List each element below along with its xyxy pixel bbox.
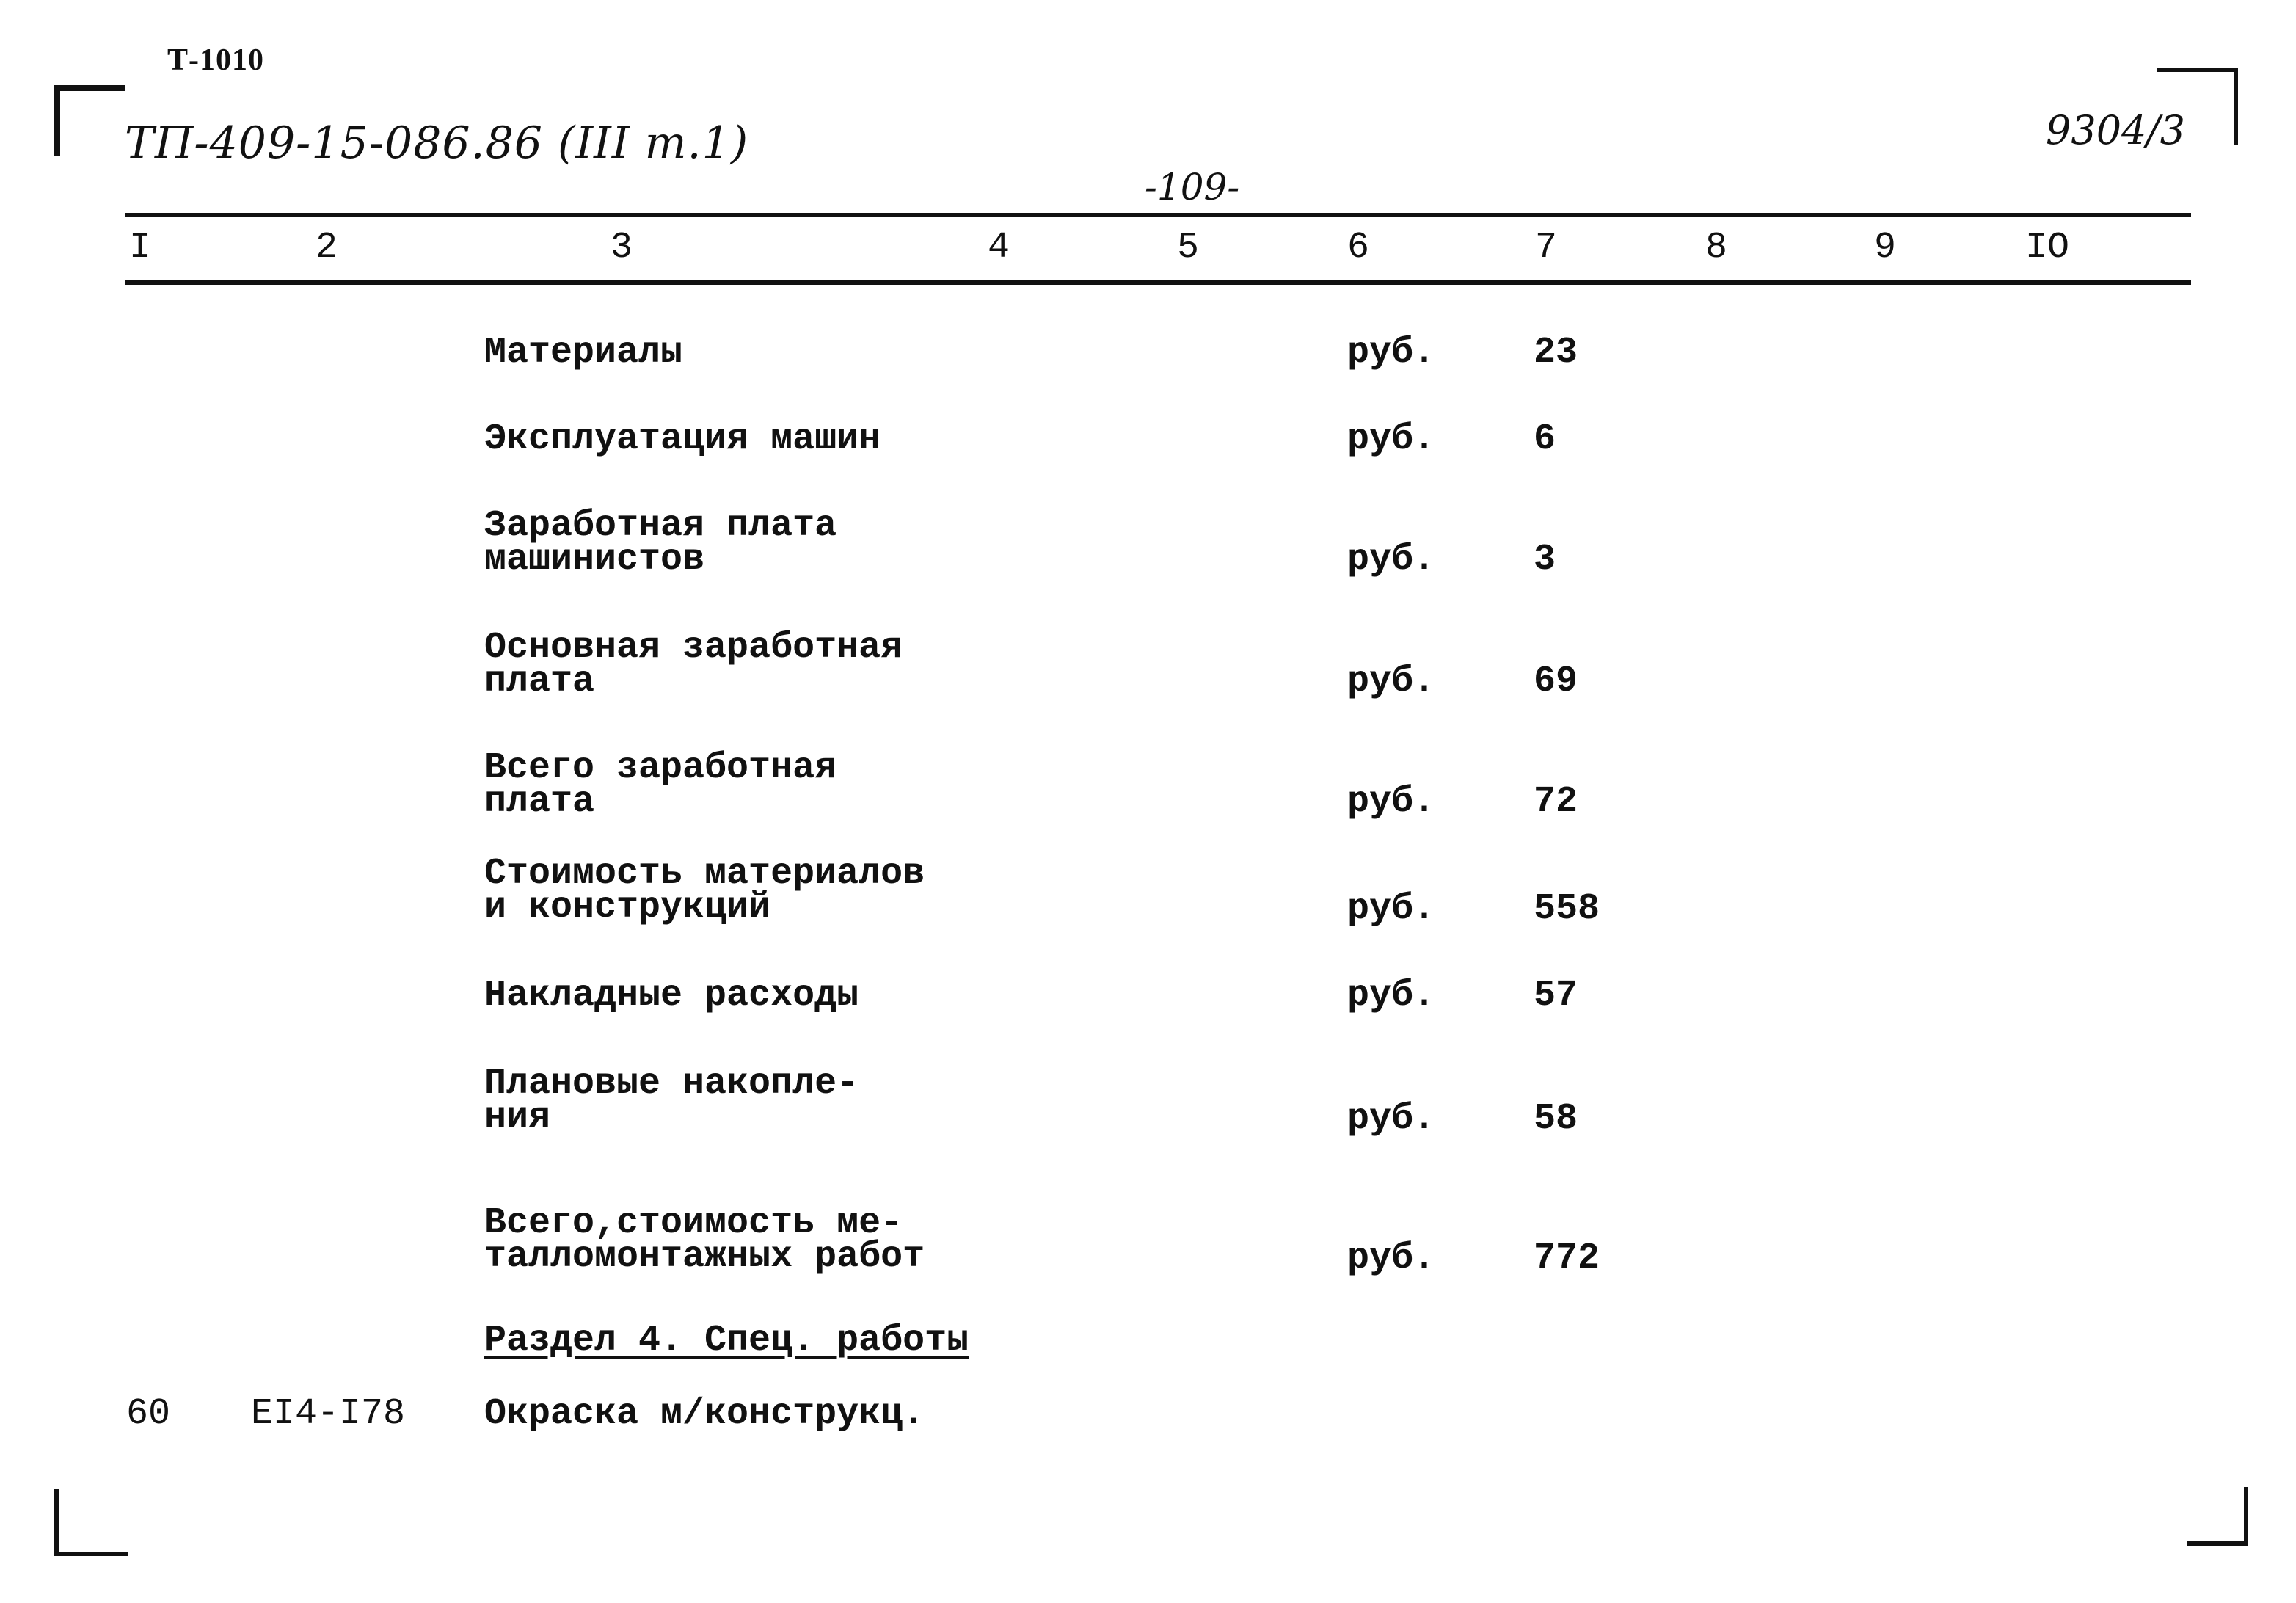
row-value: 72 bbox=[1534, 781, 1578, 823]
row-unit: руб. bbox=[1347, 1098, 1436, 1140]
corner-mark-bottom-right bbox=[2244, 1487, 2248, 1546]
corner-mark-bottom-left bbox=[54, 1488, 59, 1556]
row-description: Стоимость материалов bbox=[484, 853, 925, 895]
row-value: 6 bbox=[1534, 418, 1556, 460]
row-description: Основная заработная bbox=[484, 627, 903, 669]
column-header-2: 2 bbox=[316, 227, 338, 269]
corner-mark-top-left bbox=[54, 85, 125, 91]
column-header-1: I bbox=[129, 227, 152, 269]
column-header-9: 9 bbox=[1874, 227, 1897, 269]
table-header-rule bbox=[125, 280, 2191, 285]
row-description-line2: ния bbox=[484, 1097, 551, 1138]
corner-mark-top-left bbox=[54, 85, 60, 156]
table-top-rule bbox=[125, 213, 2191, 217]
row-value: 558 bbox=[1534, 888, 1600, 930]
item-number: 60 bbox=[126, 1393, 171, 1435]
row-description: Материалы bbox=[484, 332, 683, 374]
corner-mark-bottom-right bbox=[2187, 1541, 2248, 1546]
corner-mark-top-right bbox=[2157, 68, 2238, 72]
row-unit: руб. bbox=[1347, 975, 1436, 1017]
row-unit: руб. bbox=[1347, 781, 1436, 823]
corner-mark-top-right bbox=[2234, 68, 2238, 145]
row-description: Эксплуатация машин bbox=[484, 418, 881, 460]
row-value: 772 bbox=[1534, 1237, 1600, 1279]
column-header-8: 8 bbox=[1705, 227, 1728, 269]
row-unit: руб. bbox=[1347, 888, 1436, 930]
column-header-6: 6 bbox=[1347, 227, 1370, 269]
row-unit: руб. bbox=[1347, 539, 1436, 581]
row-unit: руб. bbox=[1347, 332, 1436, 374]
row-unit: руб. bbox=[1347, 418, 1436, 460]
row-value: 23 bbox=[1534, 332, 1578, 374]
corner-mark-bottom-left bbox=[54, 1552, 128, 1556]
row-value: 3 bbox=[1534, 539, 1556, 581]
column-header-5: 5 bbox=[1177, 227, 1200, 269]
row-description: Всего заработная bbox=[484, 747, 837, 789]
document-code: ТП-409-15-086.86 (III т.1) bbox=[125, 117, 749, 169]
row-description-line2: плата bbox=[484, 661, 595, 702]
row-unit: руб. bbox=[1347, 661, 1436, 702]
row-value: 57 bbox=[1534, 975, 1578, 1017]
row-description-line2: плата bbox=[484, 781, 595, 823]
sheet-number: 9304/3 bbox=[2046, 107, 2185, 153]
row-value: 58 bbox=[1534, 1098, 1578, 1140]
page-number: -109- bbox=[1145, 166, 1240, 208]
row-description-line2: талломонтажных работ bbox=[484, 1236, 925, 1278]
row-value: 69 bbox=[1534, 661, 1578, 702]
column-header-3: 3 bbox=[611, 227, 633, 269]
column-header-7: 7 bbox=[1535, 227, 1558, 269]
row-description: Заработная плата bbox=[484, 505, 837, 547]
row-description: Всего,стоимость ме- bbox=[484, 1202, 903, 1244]
document-stamp: Т-1010 bbox=[167, 43, 264, 77]
row-description-line2: машинистов bbox=[484, 539, 705, 581]
row-description: Плановые накопле- bbox=[484, 1063, 859, 1105]
column-header-10: IO bbox=[2025, 227, 2070, 269]
column-header-4: 4 bbox=[988, 227, 1010, 269]
item-description: Окраска м/конструкц. bbox=[484, 1393, 925, 1435]
section-title: Раздел 4. Спец. работы bbox=[484, 1320, 969, 1362]
row-description-line2: и конструкций bbox=[484, 887, 771, 928]
row-description: Накладные расходы bbox=[484, 975, 859, 1017]
item-code: EI4-I78 bbox=[251, 1393, 406, 1435]
row-unit: руб. bbox=[1347, 1237, 1436, 1279]
